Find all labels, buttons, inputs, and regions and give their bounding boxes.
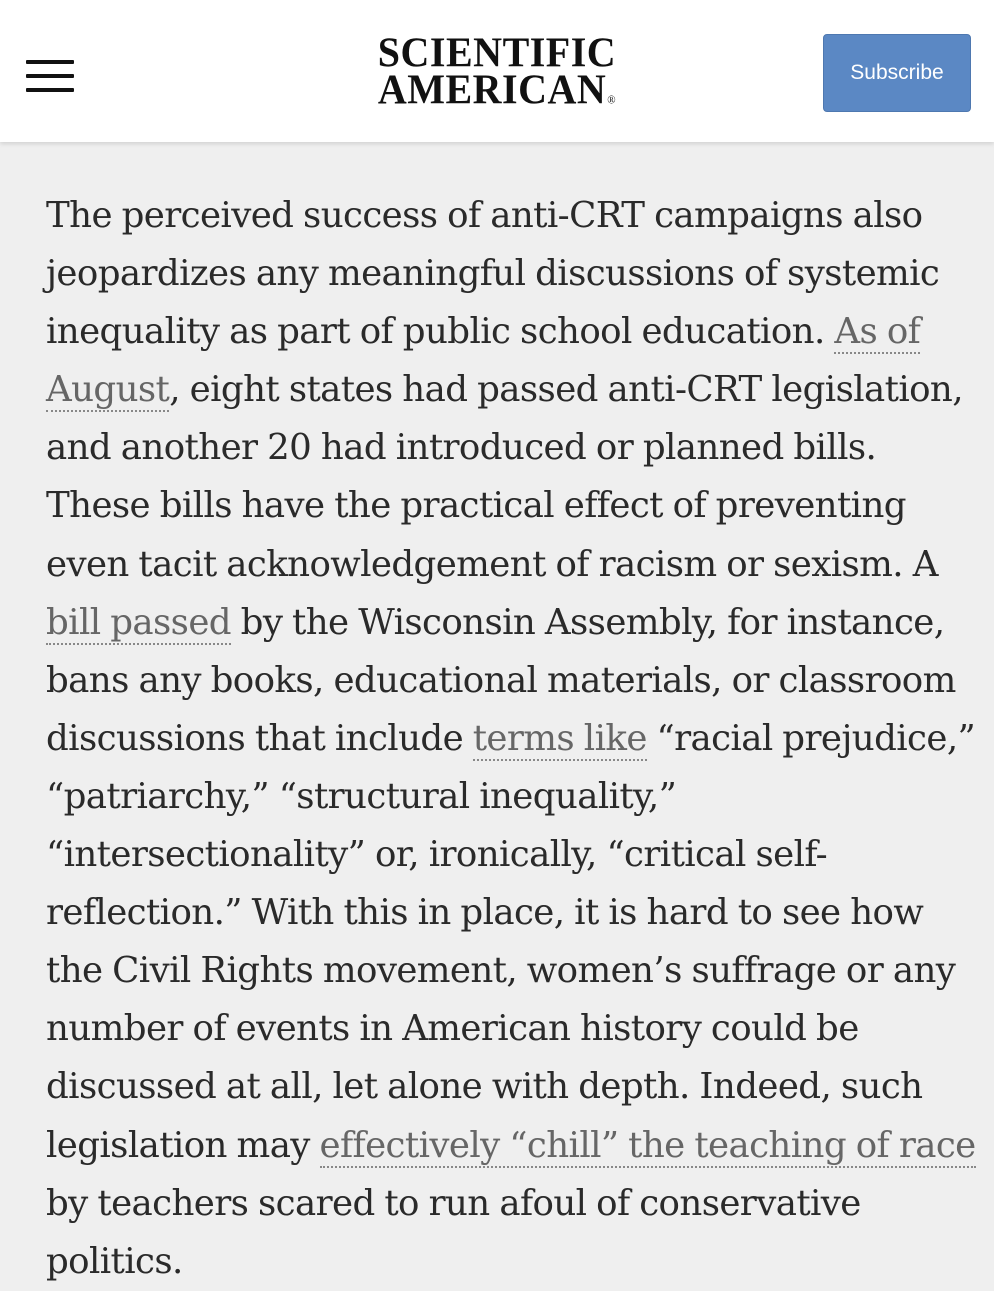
scientific-american-logo[interactable] [330,28,664,119]
article-paragraph [46,187,986,1291]
article-text-2: , eight states had passed anti-CRT legislation, and another 20 had introduced or planned bills. These bills have the practical effect of preventing even tacit acknowledgement of racism or sexism. A [46,369,963,585]
menu-bar-top [26,60,74,64]
link-terms-like[interactable]: terms like [472,717,647,759]
site-header [0,0,994,142]
link-as-of-august[interactable]: As of August [46,311,921,411]
article-text-5: by teachers scared to run afoul of conservative politics. [46,1182,861,1282]
logo-line-2 [330,65,664,120]
menu-bar-middle [26,74,74,78]
registered-mark: ® [607,93,617,107]
link-bill-passed[interactable]: bill passed [46,601,231,643]
subscribe-button[interactable]: Subscribe [823,34,971,112]
logo-line-2-text: AMERICAN [377,65,607,113]
article-text-1: The perceived success of anti-CRT campaigns also jeopardizes any meaningful discussions of systemic inequality as part of public school education. [46,195,940,353]
hamburger-menu-icon[interactable] [26,60,74,94]
menu-bar-bottom [26,88,74,92]
link-chill-teaching-of-race[interactable]: effectively “chill” the teaching of race [319,1124,976,1166]
article-text-3: by the Wisconsin Assembly, for instance, bans any books, educational materials, or classroom discussions that include [46,601,956,759]
logo-line-1: SCIENTIFIC [377,28,617,77]
article-text-4: “racial prejudice,” “patriarchy,” “structural inequality,” “intersectionality” or, ironically, “critical self-reflection.” With this in place, it is hard to see how the Civil Rights movement, women’s suffrage or any number of events in American history could be discussed at all, let alone with depth. Indeed, such legislation may [46,717,976,1166]
